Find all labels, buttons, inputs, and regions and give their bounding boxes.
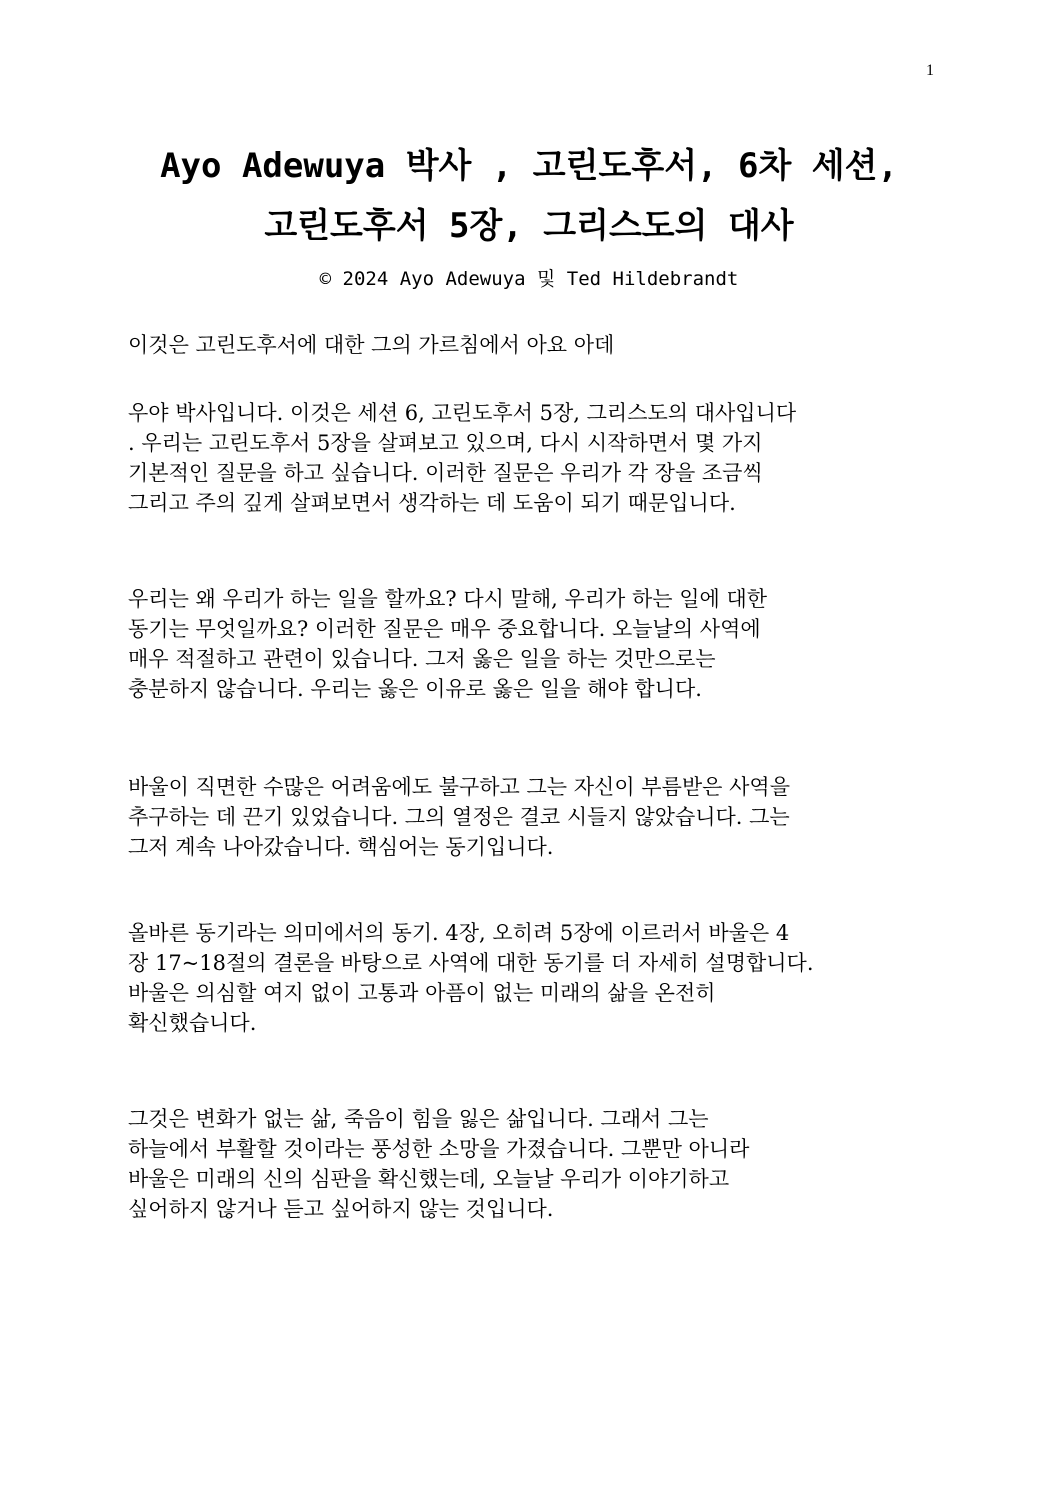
text-line: 추구하는 데 끈기 있었습니다. 그의 열정은 결코 시들지 않았습니다. 그는 (128, 805, 790, 829)
page-number: 1 (926, 62, 934, 79)
text-line: 바울은 의심할 여지 없이 고통과 아픔이 없는 미래의 삶을 온전히 (128, 981, 716, 1005)
text-line: 그것은 변화가 없는 삶, 죽음이 힘을 잃은 삶입니다. 그래서 그는 (128, 1107, 709, 1131)
title-line-2: 고린도후서 5장, 그리스도의 대사 (264, 206, 794, 246)
text-line: 매우 적절하고 관련이 있습니다. 그저 옳은 일을 하는 것만으로는 (128, 647, 716, 671)
text-line: 충분하지 않습니다. 우리는 옳은 이유로 옳은 일을 해야 합니다. (128, 677, 702, 701)
text-line: 바울은 미래의 신의 심판을 확신했는데, 오늘날 우리가 이야기하고 (128, 1167, 730, 1191)
paragraph-6 (128, 1104, 928, 1224)
text-line: 확신했습니다. (128, 1011, 257, 1035)
text-line: 장 17~18절의 결론을 바탕으로 사역에 대한 동기를 더 자세히 설명합니다. (128, 951, 814, 975)
paragraph-5 (128, 918, 928, 1038)
text-line: 하늘에서 부활할 것이라는 풍성한 소망을 가졌습니다. 그뿐만 아니라 (128, 1137, 750, 1161)
text-line: 동기는 무엇일까요? 이러한 질문은 매우 중요합니다. 오늘날의 사역에 (128, 617, 761, 641)
paragraph-2 (128, 398, 928, 518)
text-line: 그리고 주의 깊게 살펴보면서 생각하는 데 도움이 되기 때문입니다. (128, 491, 736, 515)
paragraph-4 (128, 772, 928, 862)
paragraph-1 (128, 330, 928, 360)
text-line: 그저 계속 나아갔습니다. 핵심어는 동기입니다. (128, 835, 554, 859)
copyright-notice: © 2024 Ayo Adewuya 및 Ted Hildebrandt (319, 268, 739, 290)
text-line: 우야 박사입니다. 이것은 세션 6, 고린도후서 5장, 그리스도의 대사입니다 (128, 401, 797, 425)
paragraph-3 (128, 584, 928, 704)
text-line: 이것은 고린도후서에 대한 그의 가르침에서 아요 아데 (128, 333, 615, 357)
text-line: 바울이 직면한 수많은 어려움에도 불구하고 그는 자신이 부름받은 사역을 (128, 775, 790, 799)
text-line: 싶어하지 않거나 듣고 싶어하지 않는 것입니다. (128, 1197, 554, 1221)
text-line: 올바른 동기라는 의미에서의 동기. 4장, 오히려 5장에 이르러서 바울은 4 (128, 921, 790, 945)
text-line: 기본적인 질문을 하고 싶습니다. 이러한 질문은 우리가 각 장을 조금씩 (128, 461, 763, 485)
document-title (80, 136, 978, 256)
title-line-1: Ayo Adewuya 박사 , 고린도후서, 6차 세션, (160, 146, 898, 186)
text-line: . 우리는 고린도후서 5장을 살펴보고 있으며, 다시 시작하면서 몇 가지 (128, 431, 763, 455)
text-line: 우리는 왜 우리가 하는 일을 할까요? 다시 말해, 우리가 하는 일에 대한 (128, 587, 768, 611)
